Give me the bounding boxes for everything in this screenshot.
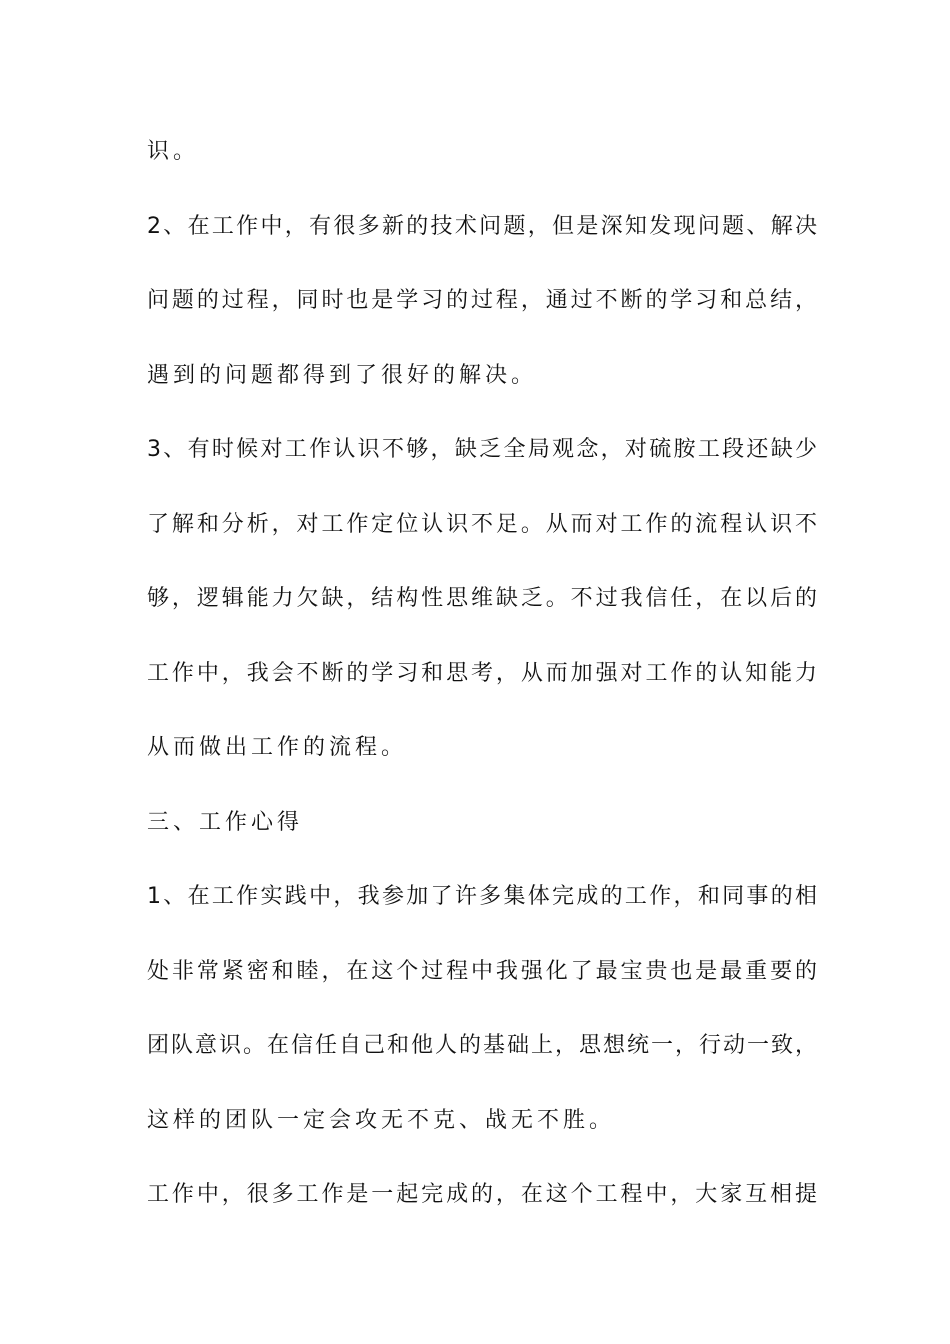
text-line-8: 工作中，我会不断的学习和思考，从而加强对工作的认知能力 <box>147 660 817 686</box>
text-line-7: 够，逻辑能力欠缺，结构性思维缺乏。不过我信任，在以后的 <box>147 586 817 611</box>
text-line-5: 3、有时候对工作认识不够，缺乏全局观念，对硫胺工段还缺少 <box>147 437 817 462</box>
text-line-14: 这样的团队一定会攻无不克、战无不胜。 <box>147 1107 616 1133</box>
document-body <box>147 130 817 1248</box>
text-line-4: 遇到的问题都得到了很好的解决。 <box>147 362 538 388</box>
text-line-3: 问题的过程，同时也是学习的过程，通过不断的学习和总结， <box>147 288 817 313</box>
section-heading: 三、工作心得 <box>147 809 304 835</box>
text-line-1: 识。 <box>147 139 200 164</box>
text-line-6: 了解和分析，对工作定位认识不足。从而对工作的流程认识不 <box>147 511 817 537</box>
text-line-2: 2、在工作中，有很多新的技术问题，但是深知发现问题、解决 <box>147 213 817 239</box>
text-line-15: 工作中，很多工作是一起完成的，在这个工程中，大家互相提 <box>147 1182 817 1207</box>
text-line-13: 团队意识。在信任自己和他人的基础上，思想统一，行动一致， <box>147 1033 817 1058</box>
text-line-9: 从而做出工作的流程。 <box>147 735 408 760</box>
text-line-11: 1、在工作实践中，我参加了许多集体完成的工作，和同事的相 <box>147 884 817 909</box>
text-line-12: 处非常紧密和睦，在这个过程中我强化了最宝贵也是最重要的 <box>147 958 817 984</box>
